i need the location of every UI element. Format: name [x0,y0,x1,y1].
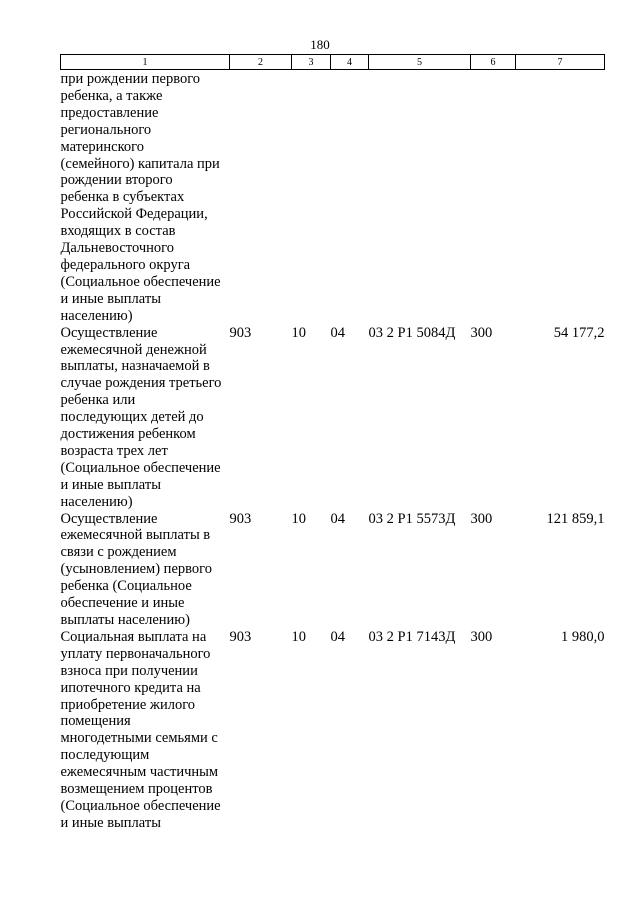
description-line: выплаты населению) [60,612,190,628]
table-row [61,629,605,832]
column-header-2: 2 [230,55,292,70]
description-line: ежемесячным частичным [60,764,219,781]
amount: 121 859,1 [546,510,605,527]
description-line: последующим [60,747,150,764]
description-line: Российской Федерации, [60,206,208,223]
description-line: ребенка или [60,392,136,409]
target-article-code: 03 2 P1 7143Д [368,628,456,645]
row-description [61,70,230,325]
section-code: 10 [291,628,306,645]
description-line: и иные выплаты [60,290,161,307]
row-description [61,629,230,832]
expense-type-code: 300 [470,628,493,645]
expense-type-code: 300 [470,510,493,527]
page-number: 180 [310,37,330,52]
column-header-7: 7 [516,55,605,70]
description-line: приобретение жилого [60,696,196,713]
column-header-5: 5 [369,55,471,70]
amount: 1 980,0 [561,628,605,645]
description-line: Осуществление [60,324,158,341]
description-line: (Социальное обеспечение [60,459,221,476]
section-code [292,70,331,325]
admin-code: 903 [229,510,252,527]
description-line: связи с рождением [60,544,177,561]
description-line: Осуществление [60,510,158,527]
subsection-code: 04 [330,324,345,341]
description-line: ребенка, а также [60,87,163,104]
description-line: населению) [60,493,133,510]
description-line: случае рождения третьего [60,375,222,392]
description-line: и иные выплаты [60,476,161,493]
subsection-code: 04 [330,510,345,527]
expense-type-code [471,70,516,325]
description-line: входящих в состав [60,223,176,240]
description-line: Социальная выплата на [60,628,207,645]
row-description [61,325,230,511]
table-row [61,325,605,511]
amount [516,70,605,325]
expense-type-code: 300 [470,324,493,341]
subsection-code: 04 [330,628,345,645]
column-number-row [61,55,605,70]
description-line: (Социальное обеспечение [60,797,221,814]
description-line: ежемесячной денежной [60,341,207,358]
description-line: Дальневосточного [60,240,174,257]
column-header-1: 1 [61,55,230,70]
target-article-code: 03 2 P1 5573Д [368,510,456,527]
admin-code: 903 [229,324,252,341]
row-description [61,511,230,629]
description-line: уплату первоначального [60,645,211,662]
description-line: федерального округа [60,256,191,273]
subsection-code [331,70,369,325]
description-line: предоставление [60,104,159,121]
amount: 54 177,2 [553,324,605,341]
description-line: ипотечного кредита на [60,679,201,696]
description-line: возраста трех лет [60,442,168,459]
description-line: помещения [60,713,131,730]
description-line: обеспечение и иные [60,595,185,612]
description-line: выплаты, назначаемой в [60,358,210,375]
description-line: достижения ребенком [60,426,196,443]
section-code: 10 [291,510,306,527]
admin-code [230,70,292,325]
target-article-code: 03 2 P1 5084Д [368,324,456,341]
description-line: рождении второго [60,172,173,189]
description-line: и иные выплаты [60,814,161,831]
description-line: ежемесячной выплаты в [60,527,211,544]
description-line: ребенка в субъектах [60,189,185,206]
description-line: последующих детей до [60,409,204,426]
description-line: регионального [60,121,152,138]
budget-table [60,54,605,832]
description-line: населению) [60,307,133,324]
column-header-6: 6 [471,55,516,70]
description-line: (Социальное обеспечение [60,273,221,290]
table-row [61,70,605,325]
description-line: возмещением процентов [60,781,213,798]
description-line: (семейного) капитала при [60,155,220,172]
description-line: (усыновлением) первого [60,561,212,578]
description-line: при рождении первого [60,71,201,87]
section-code: 10 [291,324,306,341]
description-line: ребенка (Социальное [60,578,192,595]
admin-code: 903 [229,628,252,645]
description-line: материнского [60,138,145,155]
table-row [61,511,605,629]
description-line: многодетными семьями с [60,730,218,747]
column-header-3: 3 [292,55,331,70]
target-article-code [369,70,471,325]
description-line: взноса при получении [60,662,198,679]
column-header-4: 4 [331,55,369,70]
